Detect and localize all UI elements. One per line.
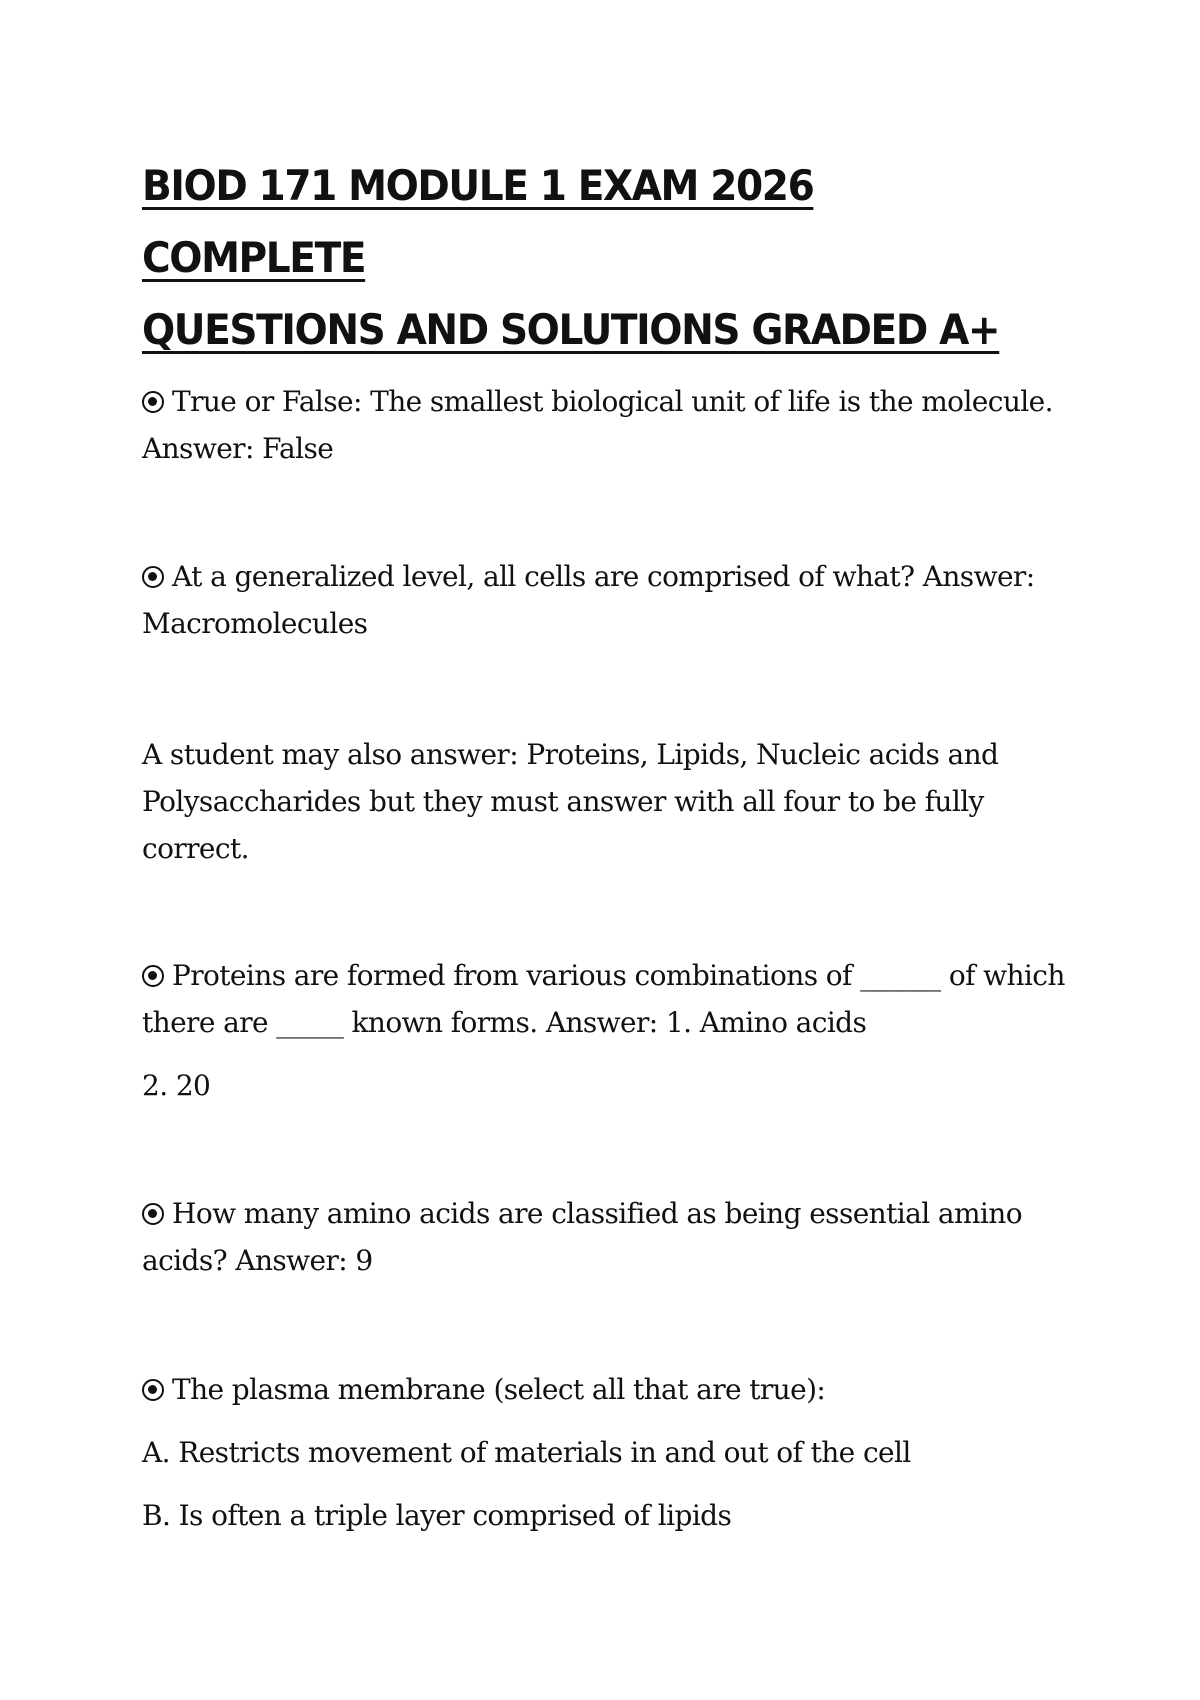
radio-bullet-icon — [142, 1203, 164, 1225]
question-3-text: Proteins are formed from various combinations of ______ of which — [172, 959, 1065, 992]
question-2 — [142, 553, 1062, 647]
question-1-answer: Answer: False — [142, 432, 334, 465]
title-line-1: BIOD 171 MODULE 1 EXAM 2026 COMPLETE — [142, 161, 814, 282]
question-5-text: The plasma membrane (select all that are true): — [172, 1373, 826, 1406]
answer-note-line-2: Polysaccharides but they must answer with all four to be fully — [142, 785, 984, 818]
radio-bullet-icon — [142, 566, 164, 588]
question-5-option-b: B. Is often a triple layer comprised of lipids — [142, 1499, 732, 1532]
answer-note-line-3: correct. — [142, 832, 249, 865]
radio-bullet-icon — [142, 965, 164, 987]
question-2-text: At a generalized level, all cells are comprised of what? Answer: — [172, 560, 1035, 593]
title-line-2: QUESTIONS AND SOLUTIONS GRADED A+ — [142, 305, 1000, 354]
question-4 — [142, 1190, 1062, 1284]
radio-bullet-icon — [142, 1379, 164, 1401]
question-3-answer: 2. 20 — [142, 1069, 211, 1102]
question-5-option-a: A. Restricts movement of materials in and out of the cell — [142, 1436, 911, 1469]
question-1-text: True or False: The smallest biological unit of life is the molecule. — [172, 385, 1053, 418]
document-title — [142, 150, 1007, 366]
question-3-text-cont: there are _____ known forms. Answer: 1. Amino acids — [142, 1006, 867, 1039]
radio-bullet-icon — [142, 391, 164, 413]
question-4-text: How many amino acids are classified as being essential amino — [172, 1197, 1022, 1230]
answer-note — [142, 731, 1062, 872]
question-3 — [142, 952, 1065, 1109]
answer-note-line-1: A student may also answer: Proteins, Lipids, Nucleic acids and — [142, 738, 999, 771]
question-2-answer: Macromolecules — [142, 607, 368, 640]
question-5 — [142, 1366, 1062, 1539]
question-4-answer: acids? Answer: 9 — [142, 1244, 373, 1277]
question-1 — [142, 378, 1062, 472]
